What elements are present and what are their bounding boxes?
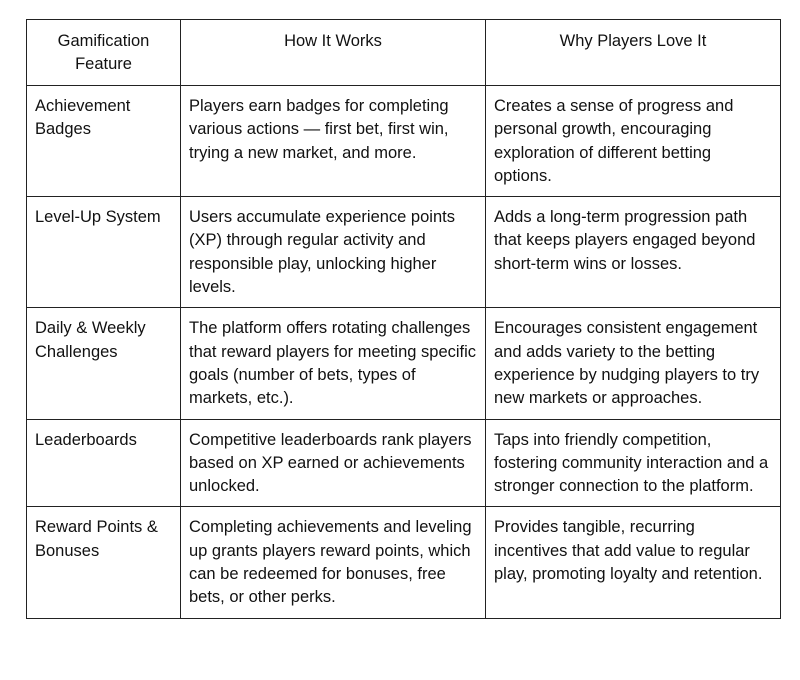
feature-cell: Reward Points & Bonuses [27, 507, 181, 618]
table-row [27, 419, 781, 507]
table-row [27, 197, 781, 308]
why-cell: Encourages consistent engagement and adds variety to the betting experience by nudging players to try new markets or approaches. [486, 308, 781, 419]
feature-cell: Leaderboards [27, 419, 181, 507]
table-row [27, 86, 781, 197]
header-feature: Gamification Feature [27, 20, 181, 86]
why-cell: Creates a sense of progress and personal growth, encouraging exploration of different betting options. [486, 86, 781, 197]
how-cell: Competitive leaderboards rank players based on XP earned or achievements unlocked. [181, 419, 486, 507]
gamification-table [26, 19, 781, 619]
header-why-players-love-it: Why Players Love It [486, 20, 781, 86]
why-cell: Provides tangible, recurring incentives that add value to regular play, promoting loyalty and retention. [486, 507, 781, 618]
table-row [27, 507, 781, 618]
how-cell: The platform offers rotating challenges that reward players for meeting specific goals (number of bets, types of markets, etc.). [181, 308, 486, 419]
header-how-it-works: How It Works [181, 20, 486, 86]
table-header-row [27, 20, 781, 86]
why-cell: Adds a long-term progression path that keeps players engaged beyond short-term wins or losses. [486, 197, 781, 308]
why-cell: Taps into friendly competition, fostering community interaction and a stronger connection to the platform. [486, 419, 781, 507]
how-cell: Players earn badges for completing various actions — first bet, first win, trying a new market, and more. [181, 86, 486, 197]
feature-cell: Level-Up System [27, 197, 181, 308]
how-cell: Users accumulate experience points (XP) through regular activity and responsible play, unlocking higher levels. [181, 197, 486, 308]
feature-cell: Daily & Weekly Challenges [27, 308, 181, 419]
feature-cell: Achievement Badges [27, 86, 181, 197]
table-row [27, 308, 781, 419]
how-cell: Completing achievements and leveling up grants players reward points, which can be redeemed for bonuses, free bets, or other perks. [181, 507, 486, 618]
